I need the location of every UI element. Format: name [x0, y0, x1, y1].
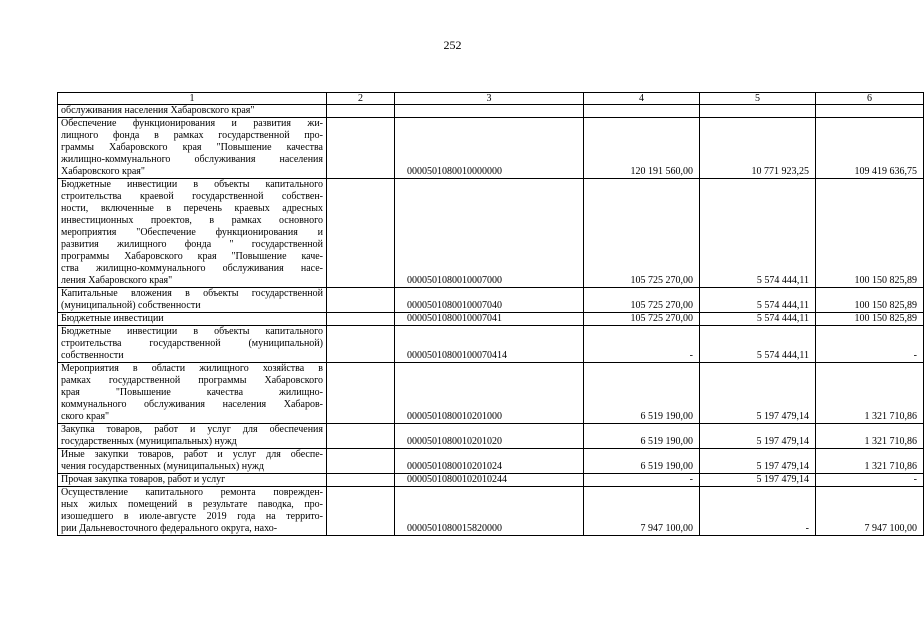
row-name-cell — [58, 179, 327, 288]
table-row — [58, 179, 924, 288]
col5-value-cell: 5 574 444,11 — [700, 326, 816, 363]
col6-value-cell: 100 150 825,89 — [816, 179, 924, 288]
table-row — [58, 424, 924, 449]
col2-cell — [327, 326, 395, 363]
col2-cell — [327, 105, 395, 118]
col4-value-cell: 105 725 270,00 — [584, 179, 700, 288]
row-name-line: программы Хабаровского края "Повышение каче- — [61, 251, 323, 262]
header-cell: 5 — [700, 93, 816, 105]
col2-cell — [327, 118, 395, 179]
page-number: 252 — [443, 38, 462, 52]
code-cell: 00005010800102010244 — [395, 474, 584, 487]
row-name-line: ства жилищно-коммунального обслуживания насе- — [61, 263, 323, 274]
row-name-line: ных жилых помещений в результате паводка, про- — [61, 499, 323, 510]
col5-value-cell: 5 197 479,14 — [700, 474, 816, 487]
col6-value-cell: 1 321 710,86 — [816, 363, 924, 424]
header-cell: 3 — [395, 93, 584, 105]
row-name-line: мероприятия "Обеспечение функционирования и — [61, 227, 323, 238]
header-cell: 6 — [816, 93, 924, 105]
code-cell: 0000501080010000000 — [395, 118, 584, 179]
table-row — [58, 288, 924, 313]
table-row — [58, 474, 924, 487]
row-name-cell — [58, 326, 327, 363]
col5-value-cell: 5 197 479,14 — [700, 363, 816, 424]
row-name-line: Прочая закупка товаров, работ и услуг — [61, 474, 226, 485]
col4-value-cell: 105 725 270,00 — [584, 288, 700, 313]
row-name-line: Иные закупки товаров, работ и услуг для обеспе- — [61, 449, 323, 460]
code-cell: 0000501080010201020 — [395, 424, 584, 449]
col5-value-cell — [700, 105, 816, 118]
code-cell: 0000501080010201024 — [395, 449, 584, 474]
row-name-line: лищного фонда в рамках государственной про- — [61, 130, 323, 141]
col6-value-cell: 109 419 636,75 — [816, 118, 924, 179]
row-name-cell — [58, 424, 327, 449]
col4-value-cell: 6 519 190,00 — [584, 363, 700, 424]
col4-value-cell: 6 519 190,00 — [584, 424, 700, 449]
col2-cell — [327, 179, 395, 288]
col2-cell — [327, 487, 395, 536]
col6-value-cell — [816, 105, 924, 118]
col4-value-cell: - — [584, 474, 700, 487]
col6-value-cell: 7 947 100,00 — [816, 487, 924, 536]
row-name-line: собственности — [61, 350, 124, 361]
code-cell: 0000501080010007041 — [395, 313, 584, 326]
row-name-cell — [58, 105, 327, 118]
code-cell — [395, 105, 584, 118]
code-cell: 0000501080010007040 — [395, 288, 584, 313]
row-name-cell — [58, 487, 327, 536]
col2-cell — [327, 449, 395, 474]
col2-cell — [327, 363, 395, 424]
row-name-line: коммунального обслуживания населения Хабаров- — [61, 399, 323, 410]
row-name-cell — [58, 363, 327, 424]
col4-value-cell: 7 947 100,00 — [584, 487, 700, 536]
col4-value-cell: 105 725 270,00 — [584, 313, 700, 326]
row-name-line: (муниципальной) собственности — [61, 300, 201, 311]
table-row — [58, 105, 924, 118]
row-name-line: строительства краевой государственной собствен- — [61, 191, 323, 202]
col6-value-cell: 100 150 825,89 — [816, 313, 924, 326]
table-row — [58, 363, 924, 424]
col6-value-cell: - — [816, 474, 924, 487]
row-name-line: ления Хабаровского края" — [61, 275, 173, 286]
col5-value-cell: 5 574 444,11 — [700, 179, 816, 288]
code-cell: 0000501080015820000 — [395, 487, 584, 536]
col4-value-cell: 120 191 560,00 — [584, 118, 700, 179]
col5-value-cell: 10 771 923,25 — [700, 118, 816, 179]
row-name-line: Закупка товаров, работ и услуг для обеспечения — [61, 424, 323, 435]
code-cell: 0000501080010201000 — [395, 363, 584, 424]
code-cell: 00005010800100070414 — [395, 326, 584, 363]
row-name-line: ского края" — [61, 411, 110, 422]
row-name-line: рамках государственной программы Хабаровского — [61, 375, 323, 386]
row-name-line: рии Дальневосточного федерального округа, нахо- — [61, 523, 278, 534]
col6-value-cell: 100 150 825,89 — [816, 288, 924, 313]
col5-value-cell: 5 197 479,14 — [700, 449, 816, 474]
header-cell: 4 — [584, 93, 700, 105]
header-row — [58, 93, 924, 105]
table-row — [58, 313, 924, 326]
row-name-line: жилищно-коммунального обслуживания населения — [61, 154, 323, 165]
col4-value-cell — [584, 105, 700, 118]
col6-value-cell: 1 321 710,86 — [816, 424, 924, 449]
row-name-line: Бюджетные инвестиции в объекты капитального — [61, 326, 323, 337]
row-name-line: Обеспечение функционирования и развития жи- — [61, 118, 323, 129]
row-name-line: Осуществление капитального ремонта поврежден- — [61, 487, 323, 498]
row-name-line: обслуживания населения Хабаровского края" — [61, 105, 255, 116]
row-name-line: Капитальные вложения в объекты государственной — [61, 288, 323, 299]
col4-value-cell: - — [584, 326, 700, 363]
row-name-line: строительства государственной (муниципальной) — [61, 338, 323, 349]
row-name-line: чения государственных (муниципальных) нужд — [61, 461, 265, 472]
col2-cell — [327, 424, 395, 449]
table-row — [58, 326, 924, 363]
row-name-cell — [58, 474, 327, 487]
table-row — [58, 118, 924, 179]
col2-cell — [327, 474, 395, 487]
col5-value-cell: 5 574 444,11 — [700, 313, 816, 326]
row-name-cell — [58, 288, 327, 313]
row-name-line: государственных (муниципальных) нужд — [61, 436, 237, 447]
row-name-line: инвестиционных проектов, в рамках основного — [61, 215, 323, 226]
budget-table — [57, 92, 924, 536]
table-row — [58, 449, 924, 474]
col5-value-cell: 5 197 479,14 — [700, 424, 816, 449]
col6-value-cell: 1 321 710,86 — [816, 449, 924, 474]
col2-cell — [327, 313, 395, 326]
header-cell: 2 — [327, 93, 395, 105]
row-name-line: края "Повышение качества жилищно- — [61, 387, 323, 398]
col2-cell — [327, 288, 395, 313]
row-name-line: ности, включенные в перечень краевых адресных — [61, 203, 323, 214]
row-name-line: Бюджетные инвестиции — [61, 313, 164, 324]
col5-value-cell: - — [700, 487, 816, 536]
row-name-line: граммы Хабаровского края "Повышение качества — [61, 142, 323, 153]
code-cell: 0000501080010007000 — [395, 179, 584, 288]
col4-value-cell: 6 519 190,00 — [584, 449, 700, 474]
col6-value-cell: - — [816, 326, 924, 363]
row-name-line: развития жилищного фонда " государственной — [61, 239, 323, 250]
row-name-cell — [58, 313, 327, 326]
row-name-line: изошедшего в июле-августе 2019 года на террито- — [61, 511, 323, 522]
row-name-cell — [58, 118, 327, 179]
table-row — [58, 487, 924, 536]
row-name-cell — [58, 449, 327, 474]
row-name-line: Хабаровского края" — [61, 166, 145, 177]
row-name-line: Мероприятия в области жилищного хозяйства в — [61, 363, 323, 374]
header-cell: 1 — [58, 93, 327, 105]
col5-value-cell: 5 574 444,11 — [700, 288, 816, 313]
row-name-line: Бюджетные инвестиции в объекты капитального — [61, 179, 323, 190]
